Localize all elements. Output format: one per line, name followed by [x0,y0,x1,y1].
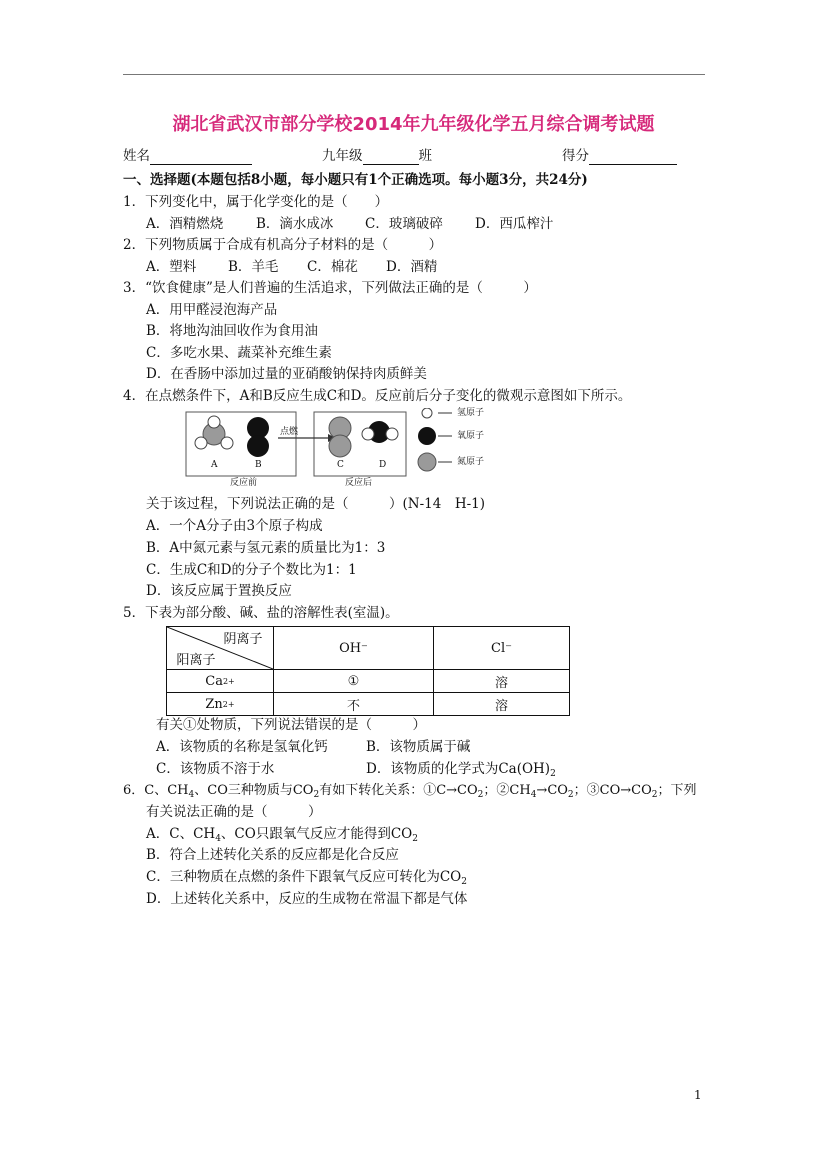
q6-option-d: D．上述转化关系中，反应的生成物在常温下都是气体 [146,891,468,907]
legend-oxygen [418,427,452,445]
q6-stem-line1: 6．C、$CH_4$、CO三种物质与$CO_2$有如下转化关系：$①C\to CO_2$；$②CH_4\to CO_2$；$③CO\to CO_2$；下列 [123,783,697,800]
table-cell-zn-oh: 不 [346,698,360,714]
molecule-a [195,416,233,449]
q3-option-c: C．多吃水果、蔬菜补充维生素 [146,345,332,361]
header-rule [123,74,705,75]
q4-option-c: C．生成C和D的分子个数比为1：1 [146,562,357,578]
q5-option-c: C．该物质不溶于水 [156,761,275,777]
page-title: 湖北省武汉市部分学校2014年九年级化学五月综合调考试题 [172,114,655,135]
reaction-diagram [180,408,520,488]
grade-field [322,147,432,165]
q5-option-a: A．该物质的名称是氢氧化钙 [156,739,328,755]
q1-stem: 1．下列变化中，属于化学变化的是（ ） [123,194,389,210]
legend-nitrogen [418,453,452,471]
q6-option-b: B．符合上述转化关系的反应都是化合反应 [146,847,399,863]
table-corner-top: 阴离子 [223,631,263,647]
q3-option-b: B．将地沟油回收作为食用油 [146,323,318,339]
q1-option-c: C．玻璃破碎 [365,216,443,232]
table-cell-zn-cl: 溶 [494,698,508,714]
legend-oxygen-label: 氧原子 [457,431,485,441]
name-label: 姓名 [123,148,150,164]
q3-option-a: A．用甲醛浸泡海产品 [146,302,278,318]
q5-option-d: D．该物质的化学式为$Ca(OH)_2$ [366,761,556,779]
q2-option-c: C．棉花 [307,259,358,275]
caption-after: 反应后 [345,478,373,488]
q2-stem: 2．下列物质属于合成有机高分子材料的是（ ） [123,237,443,253]
page-number: 1 [694,1088,702,1102]
score-blank[interactable] [589,150,677,165]
q6-stem-line2: 有关说法正确的是（ ） [146,804,322,820]
q2-option-b: B．羊毛 [228,259,279,275]
q4-sub-stem: 关于该过程，下列说法正确的是（ ）(N-14 H-1) [146,496,486,512]
class-label: 班 [418,148,432,164]
q1-option-b: B．滴水成冰 [256,216,334,232]
q4-option-d: D．该反应属于置换反应 [146,583,292,599]
q1-option-d: D．西瓜榨汁 [475,216,554,232]
label-b: B [255,460,262,470]
legend-nitrogen-label: 氮原子 [457,457,485,467]
legend-hydrogen [422,408,452,418]
molecule-b [247,417,269,457]
class-blank[interactable] [363,150,419,165]
q5-sub-stem: 有关①处物质，下列说法错误的是（ ） [156,717,426,733]
q3-stem: 3．“饮食健康”是人们普遍的生活追求，下列做法正确的是（ ） [123,280,537,296]
label-c: C [337,460,344,470]
q4-option-a: A．一个A分子由3个原子构成 [146,518,323,534]
q4-stem: 4．在点燃条件下，A和B反应生成C和D。反应前后分子变化的微观示意图如下所示。 [123,388,632,404]
section-heading: 一、选择题(本题包括8小题，每小题只有1个正确选项。每小题3分，共24分) [123,172,588,188]
arrow-label: 点燃 [280,427,299,437]
table-cell-ca-oh: ① [347,673,360,689]
table-header-cl: Cl⁻ [491,640,512,656]
q2-option-a: A．塑料 [146,259,197,275]
table-row-zn-ion: Zn 2+ [205,696,235,712]
name-field [123,147,252,165]
after-frame [314,412,406,476]
score-field [562,147,677,165]
q4-option-b: B．A中氮元素与氢元素的质量比为1：3 [146,540,386,556]
q1-option-a: A．酒精燃烧 [146,216,224,232]
q5-option-b: B．该物质属于碱 [366,739,471,755]
table-cell-ca-cl: 溶 [494,675,508,691]
q6-option-c: C．三种物质在点燃的条件下跟氧气反应可转化为$CO_2$ [146,869,467,887]
name-blank[interactable] [150,150,252,165]
caption-before: 反应前 [230,478,258,488]
score-label: 得分 [562,148,589,164]
q3-option-d: D．在香肠中添加过量的亚硝酸钠保持肉质鲜美 [146,366,427,382]
legend-hydrogen-label: 氢原子 [457,408,485,418]
molecule-d [362,421,398,443]
table-corner-bottom: 阳离子 [176,652,216,668]
table-row-ca-ion: Ca 2+ [205,673,235,689]
q6-option-a: A．C、$CH_4$、CO只跟氧气反应才能得到$CO_2$ [146,826,418,844]
q2-option-d: D．酒精 [386,259,438,275]
solubility-table [166,626,570,716]
table-header-oh: OH⁻ [339,640,368,656]
label-a: A [211,460,218,470]
label-d: D [379,460,387,470]
q5-stem: 5．下表为部分酸、碱、盐的溶解性表(室温)。 [123,605,399,621]
grade-label: 九年级 [322,148,363,164]
